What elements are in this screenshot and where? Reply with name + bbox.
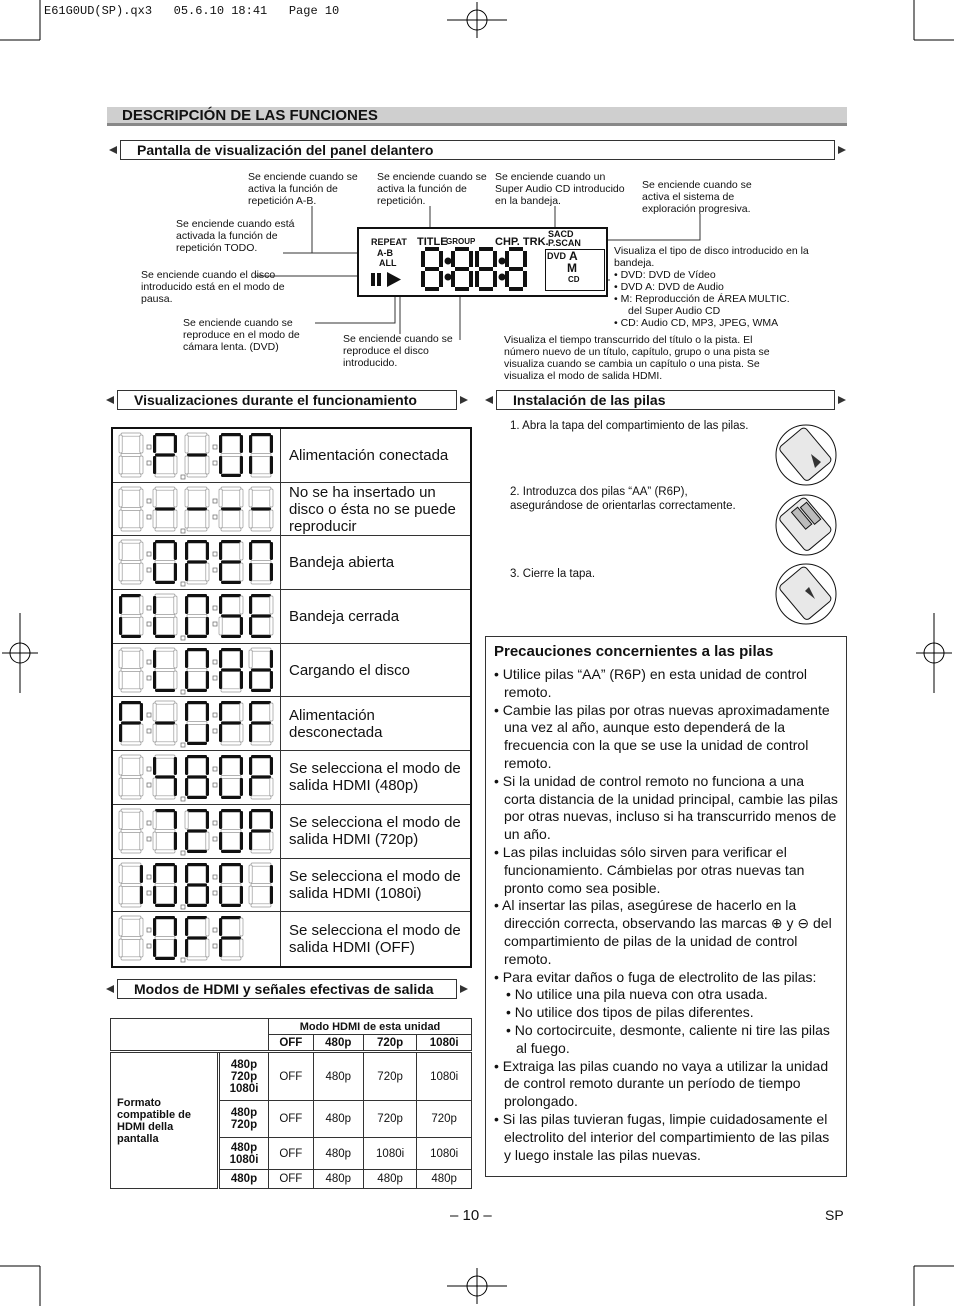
- ops-row: [113, 697, 470, 751]
- seg-display: [113, 536, 281, 589]
- hdmi-cell: OFF: [269, 1101, 314, 1138]
- note-pause: Se enciende cuando el disco introducido está en el modo de pausa.: [141, 269, 285, 305]
- hdmi-cell: OFF: [269, 1170, 314, 1189]
- note-sacd: Se enciende cuando un Super Audio CD introducido en la bandeja.: [495, 171, 625, 207]
- hdmi-cell: 480p: [363, 1170, 416, 1189]
- panel-subhead: Pantalla de visualización del panel delantero: [120, 140, 835, 160]
- ops-row: [113, 536, 470, 590]
- battery-step-2: 2. Introduzca dos pilas “AA” (R6P), asegurándose de orientarlas correctamente.: [510, 486, 736, 512]
- callout-lines: [0, 0, 954, 400]
- precaution-item: • Las pilas incluidas sólo sirven para verificar el funcionamiento. Cámbielas por otras nuevas tan pronto como sea posible.: [494, 843, 805, 896]
- file-header: E61G0UD(SP).qx3 05.6.10 18:41 Page 10: [44, 4, 340, 18]
- ops-row: [113, 805, 470, 859]
- precaution-item: • Para evitar daños o fuga de electrolito de las pilas:: [494, 968, 817, 985]
- remote-close-cover-icon: [775, 563, 837, 625]
- precautions-title: Precauciones concernientes a las pilas: [494, 643, 774, 660]
- hdmi-col: 1080i: [417, 1035, 472, 1052]
- ops-row: [113, 590, 470, 644]
- ops-row: [113, 429, 470, 483]
- ops-row: [113, 644, 470, 698]
- seg-display: [113, 429, 281, 482]
- seg-display: [113, 859, 281, 912]
- disctype-item: • DVD A: DVD de Audio: [614, 281, 724, 293]
- battery-subhead: Instalación de las pilas: [496, 390, 835, 410]
- hdmi-fmt: 480p 1080i: [219, 1138, 269, 1170]
- ops-row: [113, 483, 470, 537]
- precaution-item: • Al insertar las pilas, asegúrese de hacerlo en la dirección correcta, observando las marcas ⊕ y ⊖ del compartimiento de pilas de la unidad de control remoto.: [494, 897, 832, 967]
- hdmi-cell: OFF: [269, 1052, 314, 1101]
- hdmi-cell: 1080i: [417, 1052, 472, 1101]
- note-play: Se enciende cuando se reproduce el disco introducido.: [343, 333, 453, 369]
- page-number: – 10 –: [450, 1207, 492, 1224]
- lcd-a: A: [569, 249, 578, 263]
- hdmi-col: 720p: [363, 1035, 416, 1052]
- hdmi-table: [110, 1018, 472, 1189]
- battery-insert-icon: [775, 494, 837, 556]
- section-title: DESCRIPCIÓN DE LAS FUNCIONES: [122, 107, 378, 124]
- hdmi-cell: 480p: [313, 1101, 363, 1138]
- precaution-item: • Si la unidad de control remoto no funciona a una corta distancia de la unidad principal, cambie las pilas por otras nuevas, incluso si ha transcurrido menos de un año.: [494, 772, 838, 843]
- ops-row: [113, 912, 470, 966]
- ops-label: Se selecciona el modo de salida HDMI (480p): [289, 760, 461, 795]
- remote-open-cover-icon: [775, 424, 837, 486]
- battery-step-3: 3. Cierre la tapa.: [510, 568, 596, 580]
- lcd-chptrk: CHP. TRK.: [495, 236, 549, 248]
- hdmi-corner: [111, 1019, 269, 1052]
- ops-label: Alimentación conectada: [289, 446, 449, 464]
- front-panel-display: [357, 227, 608, 297]
- note-repeat: Se enciende cuando se activa la función de repetición.: [377, 171, 487, 207]
- note-time: Visualiza el tiempo transcurrido del título o la pista. El número nuevo de un título, capítulo, grupo o una pista se visualiza cuando se cambia un capítulo o una pista. Se visualiza el modo de salida HDMI.: [504, 334, 770, 382]
- disctype-item: • CD: Audio CD, MP3, JPEG, WMA: [614, 317, 779, 329]
- seg-display: [113, 805, 281, 858]
- precaution-item: • Cambie las pilas por otras nuevas aproximadamente una vez al año, aunque esto dependerá de la frecuencia con la que se use la unidad de control remoto.: [494, 701, 830, 771]
- ops-label: Bandeja abierta: [289, 554, 395, 572]
- ops-table: [111, 427, 472, 968]
- lcd-pscan: P.SCAN: [548, 238, 581, 248]
- note-slow: Se enciende cuando se reproduce en el modo de cámara lenta. (DVD): [183, 317, 300, 353]
- seg-display: [113, 483, 281, 536]
- hdmi-fmt: 480p 720p: [219, 1101, 269, 1138]
- hdmi-cell: OFF: [269, 1138, 314, 1170]
- hdmi-subhead: Modos de HDMI y señales efectivas de salida: [117, 979, 457, 999]
- lcd-repeat: REPEAT: [371, 237, 407, 247]
- ops-label: Se selecciona el modo de salida HDMI (1080i): [289, 867, 461, 902]
- disctype-title: Visualiza el tipo de disco introducido en la bandeja.: [614, 245, 809, 269]
- seg-display: [113, 912, 281, 966]
- hdmi-col: OFF: [269, 1035, 314, 1052]
- precaution-item: • Utilice pilas “AA” (R6P) en esta unidad de control remoto.: [494, 666, 808, 700]
- hdmi-cell: 480p: [417, 1170, 472, 1189]
- hdmi-cell: 480p: [313, 1170, 363, 1189]
- hdmi-cell: 480p: [313, 1052, 363, 1101]
- lcd-dvd: DVD: [547, 251, 567, 261]
- precautions-list: [494, 666, 838, 1164]
- ops-subhead: Visualizaciones durante el funcionamiento: [117, 390, 457, 410]
- ops-row: [113, 859, 470, 913]
- ops-label: No se ha insertado un disco o ésta no se puede reproducir: [289, 483, 456, 535]
- hdmi-fmt: 480p 720p 1080i: [219, 1052, 269, 1101]
- ops-label: Se selecciona el modo de salida HDMI (720p): [289, 814, 461, 849]
- ops-label: Alimentación desconectada: [289, 706, 383, 741]
- ops-label: Bandeja cerrada: [289, 607, 400, 625]
- note-all: Se enciende cuando está activada la función de repetición TODO.: [176, 218, 295, 254]
- hdmi-cell: 1080i: [417, 1138, 472, 1170]
- lcd-group: GROUP: [446, 237, 476, 246]
- precautions-box: [485, 636, 847, 1177]
- disctype-item: • M: Reproducción de ÁREA MULTIC.: [614, 293, 790, 305]
- precaution-subitem: • No utilice dos tipos de pilas diferentes.: [506, 1004, 754, 1021]
- seg-display: [113, 644, 281, 697]
- lcd-sacd: SACD: [548, 229, 574, 239]
- disctype-item: • DVD: DVD de Vídeo: [614, 269, 716, 281]
- ops-label: Cargando el disco: [289, 661, 410, 679]
- note-pscan: Se enciende cuando se activa el sistema de exploración progresiva.: [642, 179, 752, 215]
- pause-play-icon: [369, 269, 405, 289]
- hdmi-fmt: 480p: [219, 1170, 269, 1189]
- lcd-title: TITLE: [417, 236, 448, 248]
- lcd-all: ALL: [379, 258, 397, 268]
- seg-display: [113, 697, 281, 750]
- disctype-item: del Super Audio CD: [628, 305, 721, 317]
- lcd-digits: [419, 247, 539, 291]
- precaution-item: • Extraiga las pilas cuando no vaya a utilizar la unidad de control remoto durante un período de tiempo prolongado.: [494, 1057, 829, 1110]
- precaution-subitem: • No utilice una pila nueva con otra usada.: [506, 986, 768, 1003]
- hdmi-cell: 1080i: [363, 1138, 416, 1170]
- lcd-ab: A-B: [377, 248, 393, 258]
- hdmi-cell: 720p: [363, 1052, 416, 1101]
- battery-step-1: 1. Abra la tapa del compartimiento de las pilas.: [510, 420, 749, 432]
- ops-row: [113, 751, 470, 805]
- hdmi-cell: 480p: [313, 1138, 363, 1170]
- precaution-subitem: • No cortocircuite, desmonte, caliente ni tire las pilas al fuego.: [506, 1021, 830, 1056]
- hdmi-cell: 720p: [417, 1101, 472, 1138]
- hdmi-col: 480p: [313, 1035, 363, 1052]
- hdmi-cell: 720p: [363, 1101, 416, 1138]
- precaution-item: • Si las pilas tuvieran fugas, limpie cuidadosamente el electrolito del interior del compartimiento de las pilas y luego instale las pilas nuevas.: [494, 1110, 830, 1163]
- seg-display: [113, 590, 281, 643]
- hdmi-header: Modo HDMI de esta unidad: [269, 1019, 472, 1035]
- ops-label: Se selecciona el modo de salida HDMI (OFF): [289, 922, 461, 957]
- seg-display: [113, 751, 281, 804]
- lcd-m: M: [567, 261, 577, 275]
- language-tag: SP: [825, 1207, 844, 1223]
- note-ab: Se enciende cuando se activa la función de repetición A-B.: [248, 171, 358, 207]
- lcd-cd: CD: [568, 275, 580, 284]
- hdmi-row-label: Formato compatible de HDMI della pantalla: [111, 1052, 219, 1189]
